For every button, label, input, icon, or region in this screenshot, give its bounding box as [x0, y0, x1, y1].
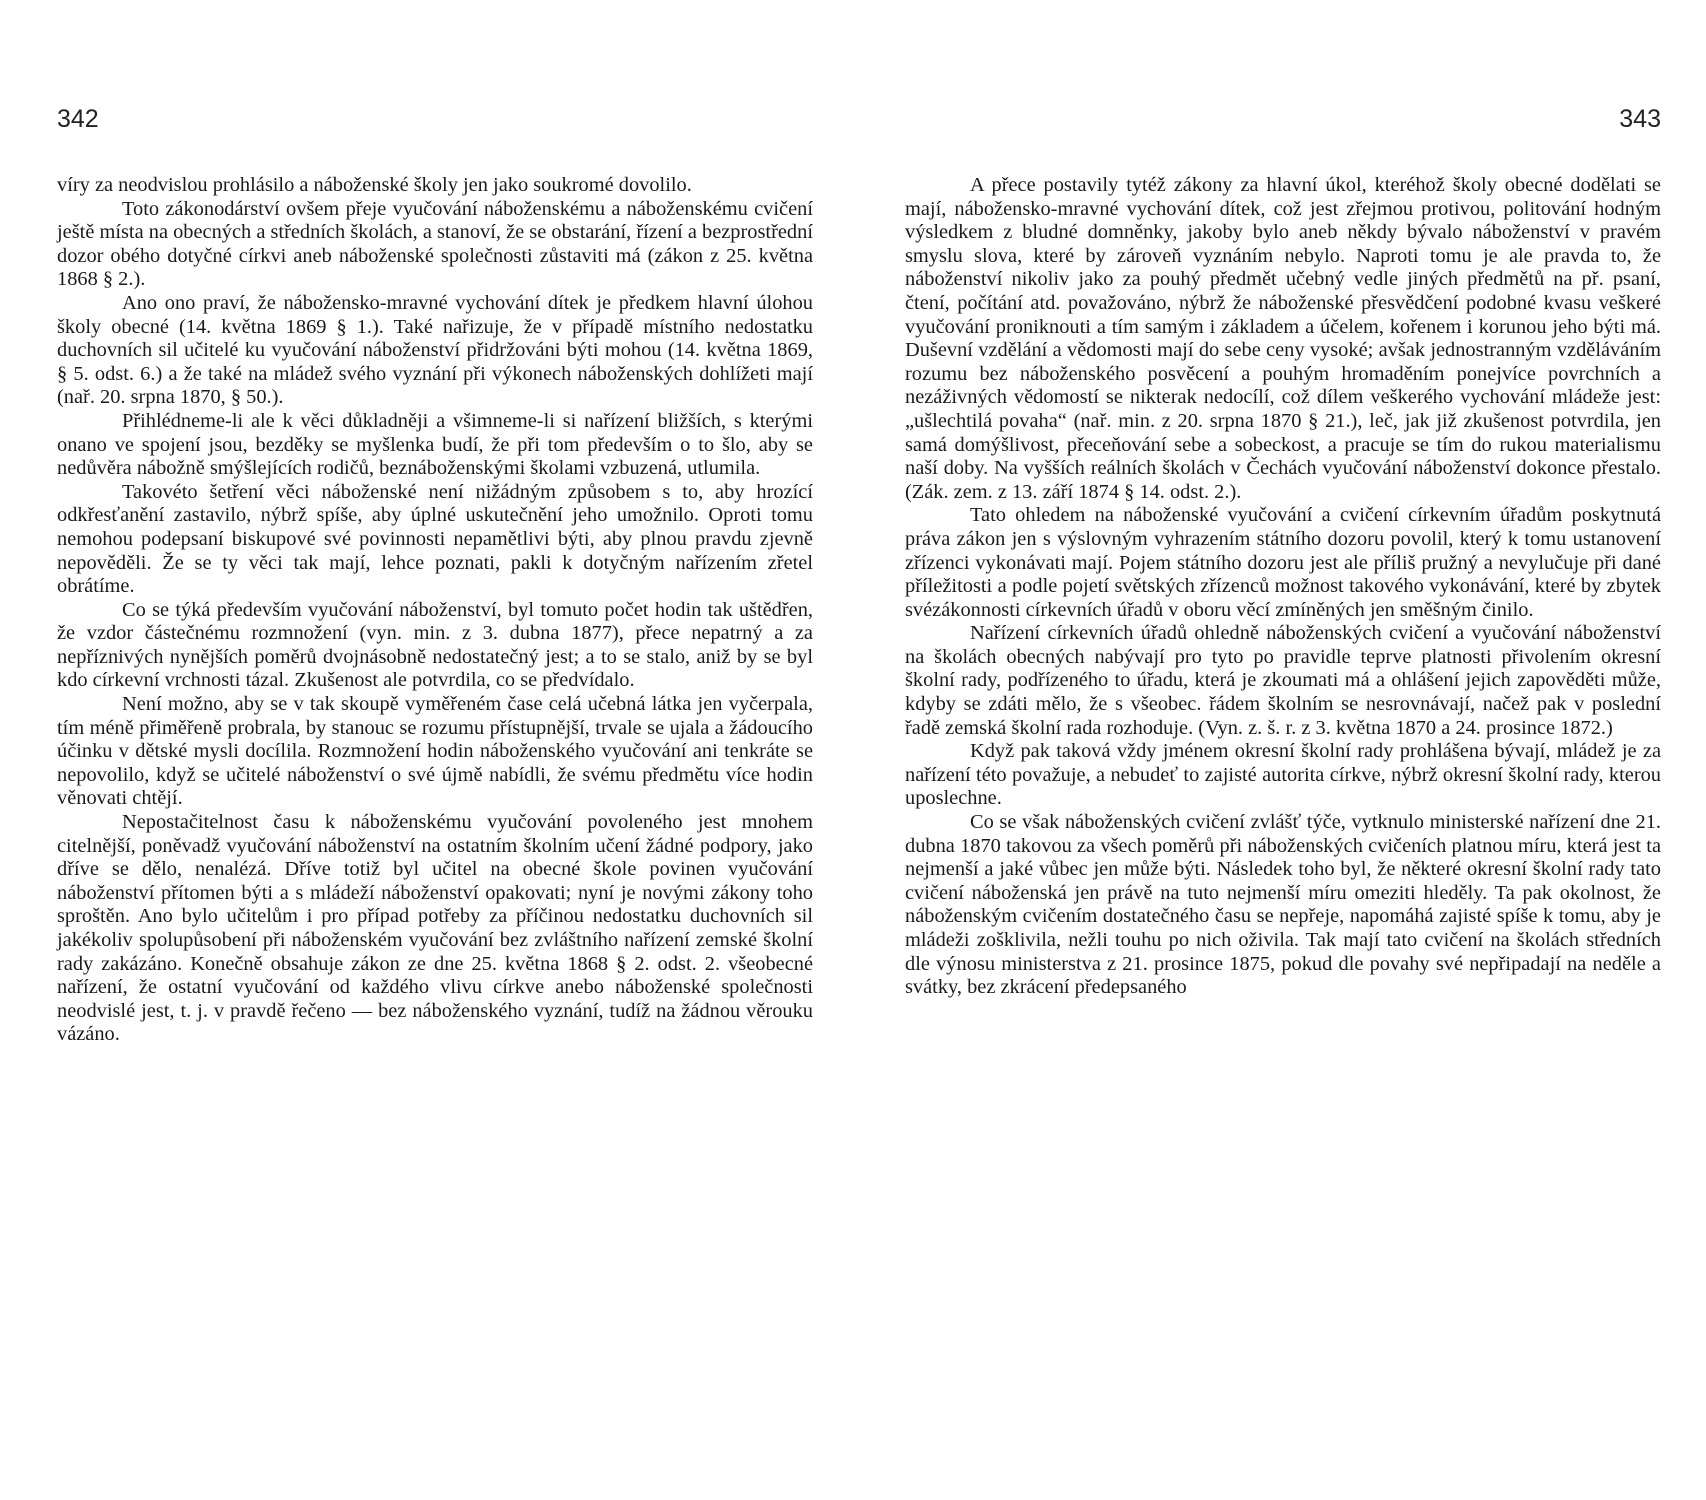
paragraph: Co se týká především vyučování náboženství, byl tomuto počet hodin tak uštědřen, že vzdor částečnému rozmnožení (vyn. min. z 3. dubna 1877), přece nepatrný a za nepříznivých nynějších poměrů dvojnásobně nedostatečný jest; a to se stalo, aniž by se byl kdo církevní vrchnosti tázal. Zkušenost ale potvrdila, co se předvídalo.: [57, 598, 813, 692]
paragraph: Není možno, aby se v tak skoupě vyměřeném čase celá učebná látka jen vyčerpala, tím méně přiměřeně probrala, by stanouc se rozumu přístupnější, trvale se ujala a žádoucího účinku v dětské mysli docílila. Rozmnožení hodin náboženského vyučování ani tenkráte se nepovolilo, když se učitelé náboženství o své újmě nabídli, že svému předmětu více hodin věnovati chtějí.: [57, 693, 813, 810]
paragraph: A přece postavily tytéž zákony za hlavní úkol, kteréhož školy obecné dodělati se mají, nábožensko-mravné vychování dítek, což jest zřejmou protivou, politování hodným výsledkem z bludné domněnky, jakoby bylo aneb někdy bývalo náboženství v pravém smyslu slova, které by zároveň vyznáním nebylo. Naproti tomu je ale pravda to, že náboženství nikoliv jako za pouhý předmět učebný vedle jiných předmětů na př. psaní, čtení, počítání atd. považováno, nýbrž že náboženské přesvědčení podobné kvasu veškeré vyučování proniknouti a tím samým i základem a účelem, kořenem i korunou jeho býti má. Duševní vzdělání a vědomosti mají do sebe ceny vysoké; avšak jednostranným vzděláváním rozumu bez náboženského posvěcení a pouhým hromaděním ponejvíce povrchních a nezáživných vědomostí se nikterak nedocílí, což dílem veškerého vychování mládeže jest: „ušlechtilá povaha“ (nař. min. z 20. srpna 1870 § 21.), leč, jak již zkušenost potvrdila, jen samá domýšlivost, přeceňování sebe a sobeckost, a pracuje se tím do rukou materialismu naší doby. Na vyšších reálních školách v Čechách vyučování náboženství dokonce přestalo. (Zák. zem. z 13. září 1874 § 14. odst. 2.).: [905, 174, 1661, 503]
paragraph: Nařízení církevních úřadů ohledně náboženských cvičení a vyučování náboženství na školách obecných nabývají pro tyto po pravidle teprve platnosti přivolením okresní školní rady, podřízeného to úřadu, která je zkoumati má a ohlášení jejich zapověděti může, kdyby se zdáti mělo, že s všeobec. řádem školním se nesrovnávají, načež pak v poslední řadě zemská školní rada rozhoduje. (Vyn. z. š. r. z 3. května 1870 a 24. prosince 1872.): [905, 622, 1661, 739]
paragraph: Co se však náboženských cvičení zvlášť týče, vytknulo ministerské nařízení dne 21. dubna 1870 takovou za všech poměrů při náboženských cvičeních platnou míru, která jest ta nejmenší a jaké vůbec jen může býti. Následek toho byl, že některé okresní školní rady tato cvičení náboženská jen právě na tuto nejmenší míru omeziti hleděly. Ta pak okolnost, že náboženským cvičením dostatečného času se nepřeje, napomáhá zajisté spíše k tomu, aby je mládeži zošklivila, nežli touhu po nich oživila. Tak mají tato cvičení na školách středních dle výnosu ministerstva z 21. prosince 1875, pokud dle povahy své nepřipadají na neděle a svátky, bez zkrácení předepsaného: [905, 811, 1661, 999]
paragraph: Ano ono praví, že nábožensko-mravné vychování dítek je předkem hlavní úlohou školy obecné (14. května 1869 § 1.). Také nařizuje, že v případě místního nedostatku duchovních sil učitelé ku vyučování náboženství přidržováni býti mohou (14. května 1869, § 5. odst. 6.) a že také na mládež svého vyznání při výkonech náboženských dohlížeti mají (nař. 20. srpna 1870, § 50.).: [57, 291, 813, 409]
right-page: [905, 0, 1661, 1500]
paragraph: Nepostačitelnost času k náboženskému vyučování povoleného jest mnohem citelnější, poněvadž vyučování náboženství na ostatním školním učení žádné podpory, jako dříve se dělo, nenalézá. Dříve totiž byl učitel na obecné škole povinen vyučování náboženství přítomen býti a s mládeží náboženství opakovati; nyní je novými zákony toho sproštěn. Ano bylo učitelům i pro případ potřeby za příčinou nedostatku duchovních sil jakékoliv spolupůsobení při náboženském vyučování bez zvláštního nařízení zemské školní rady zakázáno. Konečně obsahuje zákon ze dne 25. května 1868 § 2. odst. 2. všeobecné nařízení, že ostatní vyučování od každého vlivu církve anebo náboženské společnosti neodvislé jest, t. j. v pravdě řečeno — bez náboženského vyznání, tudíž na žádnou věrouku vázáno.: [57, 811, 813, 1046]
left-page-text: [57, 174, 813, 1047]
paragraph: Přihlédneme-li ale k věci důkladněji a všimneme-li si nařízení bližších, s kterými onano ve spojení jsou, bezděky se myšlenka budí, že při tom především o to šlo, aby se nedůvěra nábožně smýšlejících rodičů, beznáboženskými školami vzbuzená, utlumila.: [57, 409, 813, 480]
page-number-left: 342: [57, 105, 99, 133]
page-number-right: 343: [1619, 105, 1661, 133]
paragraph: Toto zákonodárství ovšem přeje vyučování náboženskému a náboženskému cvičení ještě místa na obecných a středních školách, a stanoví, že se obstarání, řízení a bezprostřední dozor obého dotyčné církvi aneb náboženské společnosti zůstaviti má (zákon z 25. května 1868 § 2.).: [57, 197, 813, 291]
paragraph: Takovéto šetření věci náboženské není nižádným způsobem s to, aby hrozící odkřesťanění zastavilo, nýbrž spíše, aby úplné uskutečnění jeho umožnilo. Oproti tomu nemohou podepsaní biskupové své povinnosti nepamětlivi býti, aby plnou pravdu zjevně nepověděli. Že se ty věci tak mají, lehce poznati, pakli k dotyčným nařízením zřetel obrátíme.: [57, 480, 813, 598]
paragraph: víry za neodvislou prohlásilo a náboženské školy jen jako soukromé dovolilo.: [57, 174, 692, 196]
right-page-text: [905, 174, 1661, 1000]
paragraph: Tato ohledem na náboženské vyučování a cvičení církevním úřadům poskytnutá práva zákon jen s výslovným vyhrazením státního dozoru povolil, který k tomu ustanovení zřízenci vykonávati mají. Pojem státního dozoru jest ale příliš pružný a nevylučuje při dané příležitosti a podle pojetí světských zřízenců možnost takového vykonávání, které by zbytek svézákonnosti církevních úřadů v oboru věcí zmíněných jen směšným činilo.: [905, 504, 1661, 621]
left-page: [57, 0, 813, 1500]
paragraph: Když pak taková vždy jménem okresní školní rady prohlášena bývají, mládež je za nařízení této považuje, a nebudeť to zajisté autorita církve, nýbrž okresní školní rady, kterou uposlechne.: [905, 740, 1661, 810]
